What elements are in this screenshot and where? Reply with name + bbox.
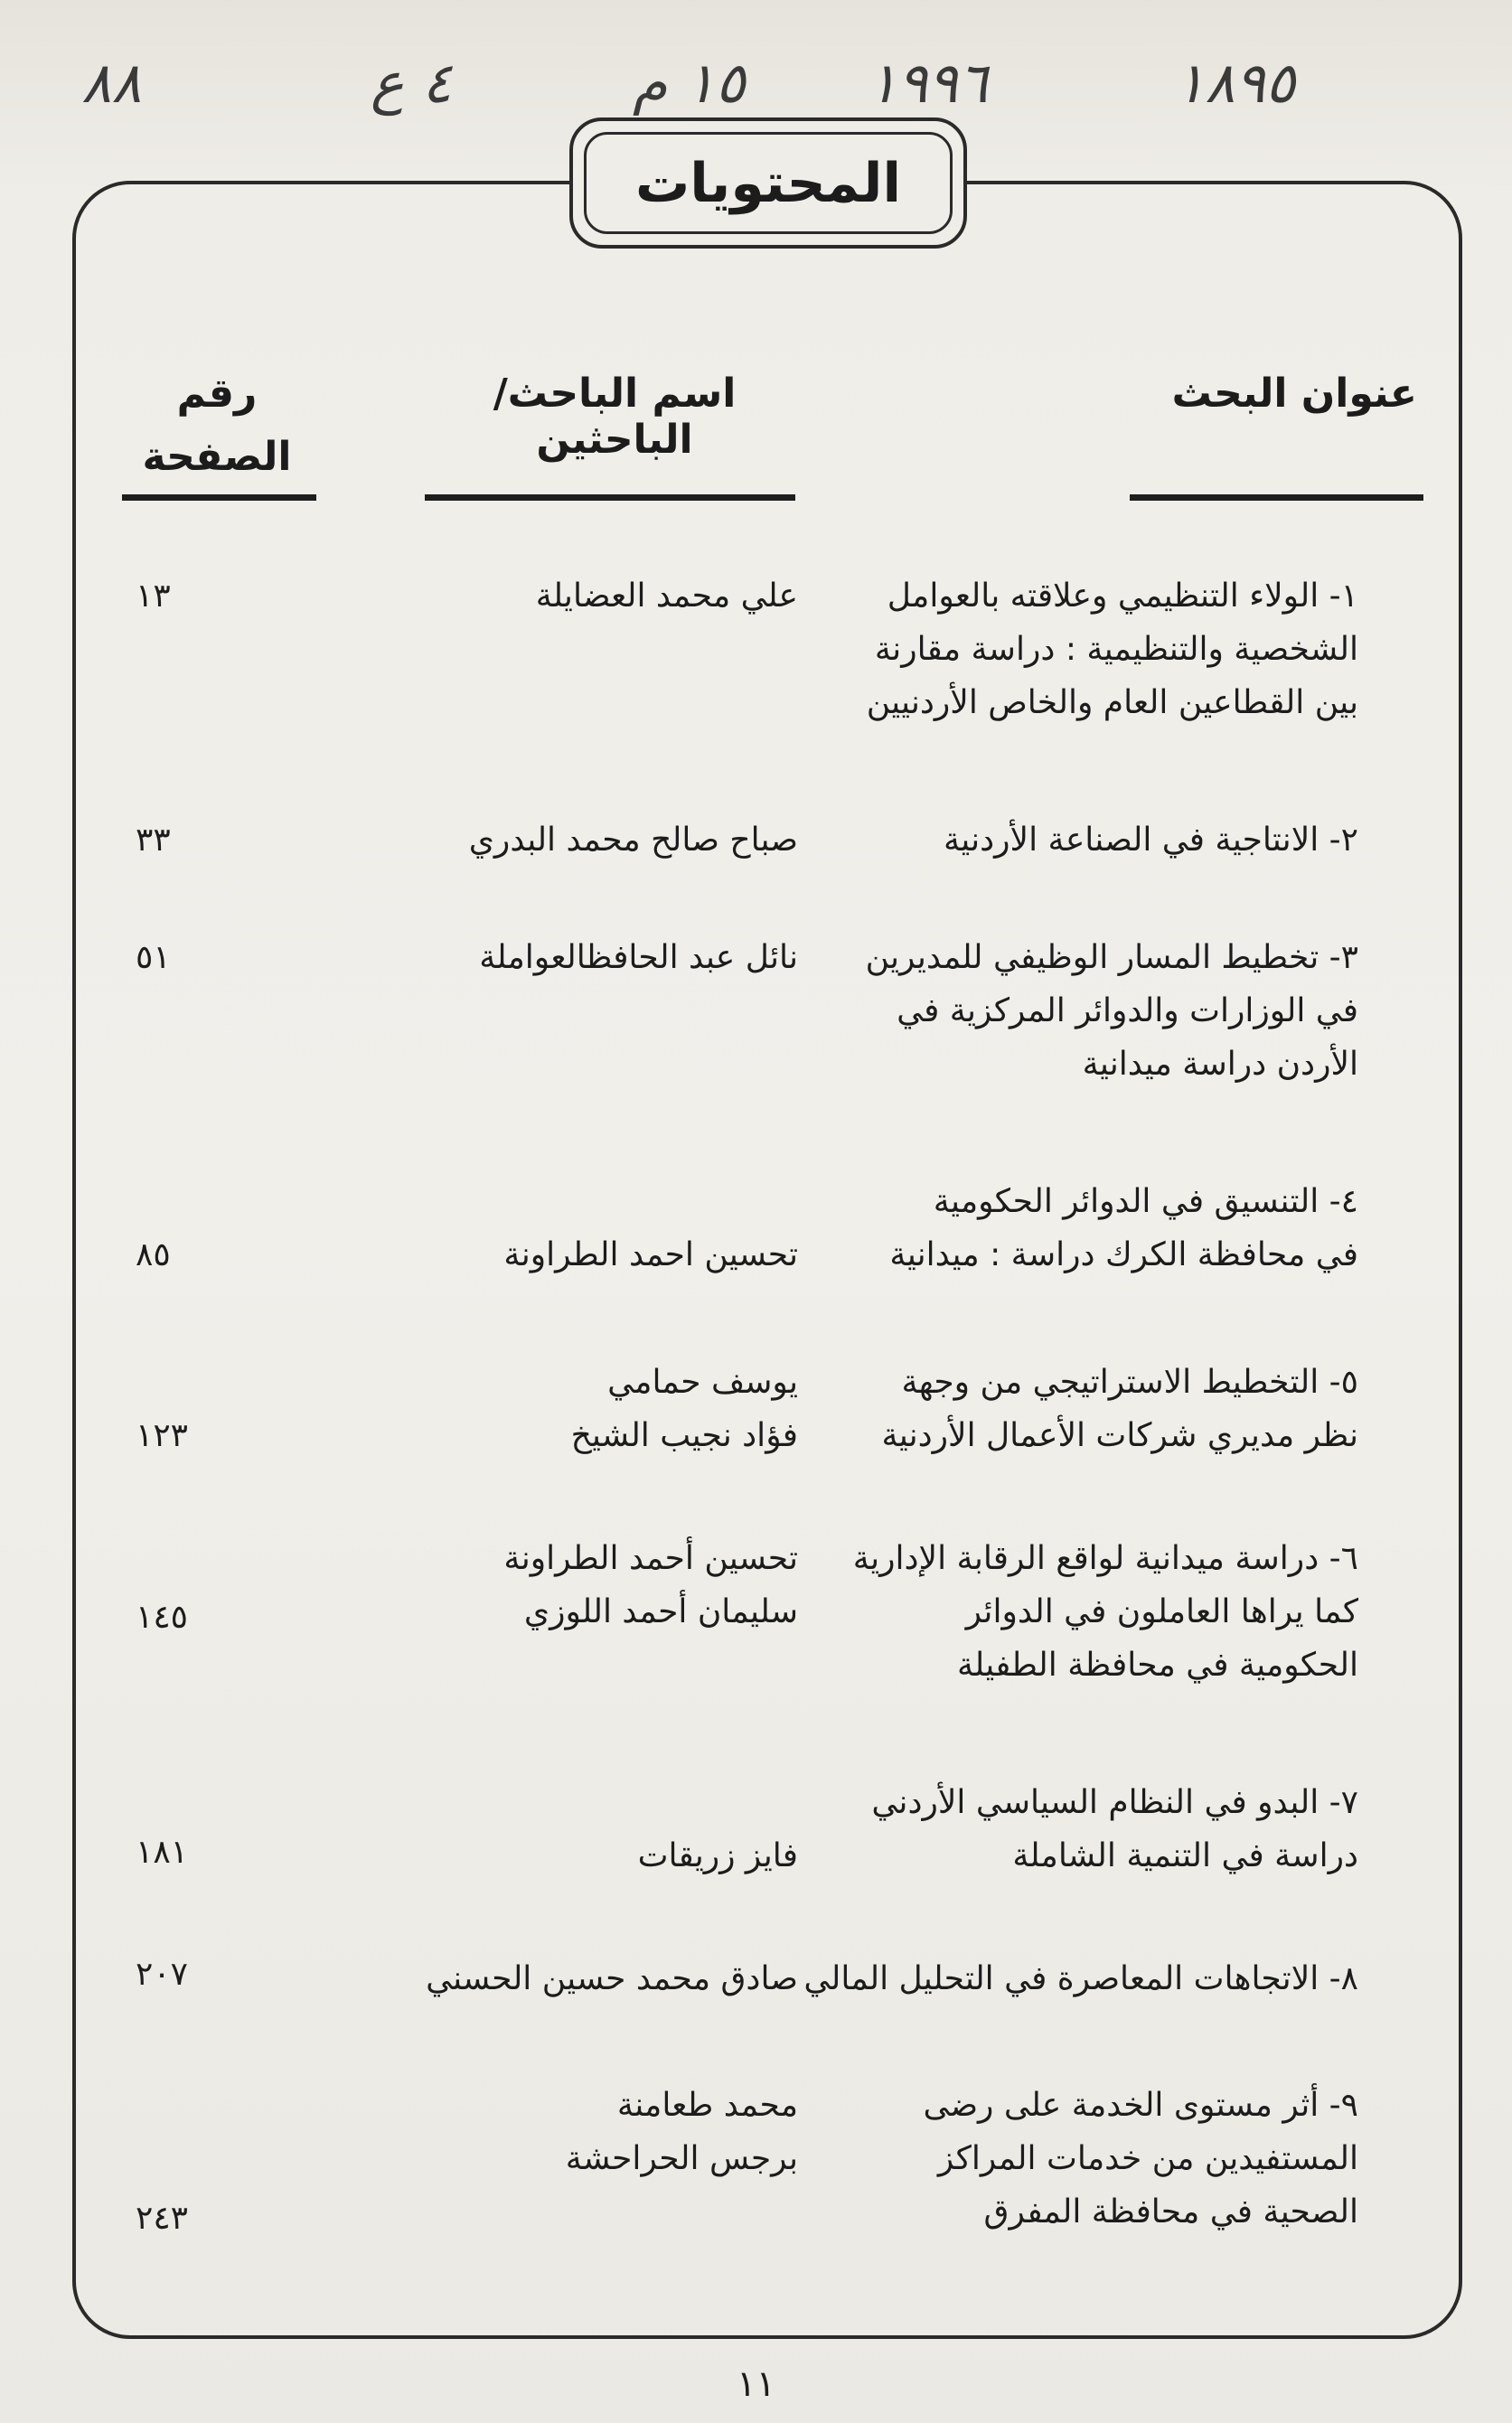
header-author-name: اسم الباحث/الباحثين (493, 371, 737, 463)
entry-page-number: ٨٥ (136, 1236, 171, 1273)
entry-title: ٥- التخطيط الاستراتيجي من وجهة نظر مديري شركات الأعمال الأردنية (881, 1364, 1358, 1454)
entry-title: ٦- دراسة ميدانية لواقع الرقابة الإدارية كما يراها العاملون في الدوائر الحكومية في محافظة الطفيلة (852, 1540, 1358, 1684)
entry-title: ٨- الاتجاهات المعاصرة في التحليل المالي (803, 1960, 1358, 1997)
entry-author: صادق محمد حسين الحسني (426, 1960, 798, 1997)
entry-author: فايز زريقات (637, 1837, 798, 1874)
footer-page-number: ١١ (737, 2363, 775, 2405)
entry-page-number: ٣٣ (136, 822, 171, 859)
page-title: المحتويات (584, 132, 953, 234)
entry-author: علي محمد العضايلة (535, 578, 798, 615)
handwritten-mark: ٨٨ (81, 50, 142, 116)
entry-author: يوسف حمامي فؤاد نجيب الشيخ (570, 1364, 798, 1454)
header-underline (1130, 494, 1423, 501)
entry-author: صباح صالح محمد البدري (468, 822, 798, 859)
entry-title: ٤- التنسيق في الدوائر الحكومية في محافظة الكرك دراسة : ميدانية (889, 1183, 1358, 1273)
entry-page-number: ٥١ (136, 939, 171, 976)
entry-author: نائل عبد الحافظالعواملة (479, 939, 798, 976)
entry-author: تحسين احمد الطراونة (503, 1236, 798, 1273)
header-page-number-line2: الصفحة (142, 434, 292, 480)
header-page-number-line1: رقم (176, 371, 258, 417)
entry-page-number: ١٣ (136, 578, 171, 615)
handwritten-mark: ١٨٩٥ (1175, 50, 1296, 116)
header-underline (425, 494, 795, 501)
entry-title: ١- الولاء التنظيمي وعلاقته بالعوامل الشخصية والتنظيمية : دراسة مقارنة بين القطاعين العام والخاص الأردنيين (866, 578, 1358, 721)
entry-page-number: ١٨١ (136, 1834, 189, 1871)
entry-author: محمد طعامنة برجس الحراحشة (565, 2087, 798, 2177)
entry-title: ٧- البدو في النظام السياسي الأردني دراسة في التنمية الشاملة (871, 1784, 1358, 1874)
header-underline (122, 494, 316, 501)
handwritten-mark: ١٥ م (633, 50, 746, 116)
entry-author: تحسين أحمد الطراونة سليمان أحمد اللوزي (503, 1540, 798, 1630)
handwritten-mark: ١٩٩٦ (868, 50, 989, 116)
entry-page-number: ١٤٥ (136, 1599, 189, 1636)
entry-title: ٩- أثر مستوى الخدمة على رضى المستفيدين من خدمات المراكز الصحية في محافظة المفرق (923, 2087, 1358, 2230)
entry-page-number: ١٢٣ (136, 1417, 189, 1454)
entry-title: ٣- تخطيط المسار الوظيفي للمديرين في الوزارات والدوائر المركزية في الأردن دراسة ميدانية (865, 939, 1358, 1083)
handwritten-mark: ٤ ع (371, 50, 453, 116)
header-research-title: عنوان البحث (1171, 371, 1417, 417)
title-box (569, 117, 967, 249)
entry-page-number: ٢٠٧ (136, 1956, 189, 1993)
entry-page-number: ٢٤٣ (136, 2200, 189, 2237)
entry-title: ٢- الانتاجية في الصناعة الأردنية (943, 822, 1358, 859)
